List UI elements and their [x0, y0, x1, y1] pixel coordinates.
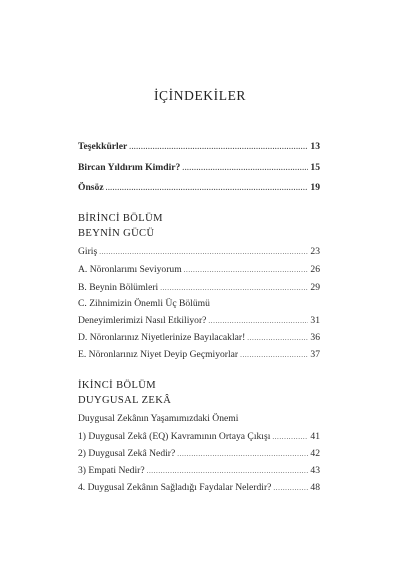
toc-entry-page: 31 — [310, 315, 320, 326]
dot-leader — [177, 448, 308, 460]
toc-entry-c-line1: C. Zihnimizin Önemli Üç Bölümü — [78, 298, 210, 309]
toc-entry-page: 19 — [310, 182, 320, 193]
toc-entry-label: Önsöz — [78, 182, 104, 193]
part2-intro: Duygusal Zekânın Yaşamımızdaki Önemi — [78, 413, 239, 424]
toc-entry — [78, 465, 320, 477]
toc-entry — [78, 349, 320, 361]
dot-leader — [99, 246, 308, 258]
dot-leader — [184, 264, 309, 276]
toc-entry — [78, 448, 320, 460]
toc-entry-label: 1) Duygusal Zekâ (EQ) Kavramının Ortaya Çıkışı — [78, 431, 271, 442]
toc-entry-page: 29 — [310, 282, 320, 293]
toc-entry-about-author — [78, 162, 320, 174]
toc-entry — [78, 431, 320, 443]
toc-entry-page: 26 — [310, 264, 320, 275]
toc-entry-label: Giriş — [78, 246, 98, 257]
toc-entry-label: Teşekkürler — [78, 141, 128, 152]
toc-entry — [78, 482, 320, 494]
toc-title: İÇİNDEKİLER — [153, 88, 247, 103]
toc-entry — [78, 282, 320, 294]
toc-entry-page: 23 — [310, 246, 320, 257]
toc-entry-page: 42 — [310, 448, 320, 459]
toc-entry-label: Bircan Yıldırım Kimdir? — [78, 162, 181, 173]
part2-title: DUYGUSAL ZEKÂ — [78, 395, 172, 406]
toc-entry-label: 4. Duygusal Zekânın Sağladığı Faydalar Nelerdir? — [78, 482, 272, 493]
toc-entry — [78, 332, 320, 344]
dot-leader — [147, 465, 309, 477]
toc-entry-page: 41 — [310, 431, 320, 442]
toc-entry-label: D. Nöronlarınız Niyetlerinize Bayılacaklar! — [78, 332, 246, 343]
toc-entry-page: 37 — [310, 349, 320, 360]
dot-leader — [272, 431, 308, 443]
dot-leader — [208, 315, 308, 327]
toc-entry-page: 15 — [310, 162, 320, 173]
toc-entry — [78, 246, 320, 258]
dot-leader — [129, 141, 308, 153]
dot-leader — [160, 282, 308, 294]
toc-entry-acknowledgements — [78, 141, 320, 153]
dot-leader — [182, 162, 308, 174]
toc-entry-label: 2) Duygusal Zekâ Nedir? — [78, 448, 176, 459]
dot-leader — [106, 182, 309, 194]
part2-label: İKİNCİ BÖLÜM — [78, 380, 157, 391]
toc-entry — [78, 264, 320, 276]
part1-label: BİRİNCİ BÖLÜM — [78, 213, 163, 224]
toc-entry — [78, 315, 320, 327]
toc-entry-label: A. Nöronlarımı Seviyorum — [78, 264, 182, 275]
dot-leader — [240, 349, 308, 361]
toc-entry-preface — [78, 182, 320, 194]
toc-entry-page: 48 — [310, 482, 320, 493]
toc-entry-label: B. Beynin Bölümleri — [78, 282, 159, 293]
toc-entry-page: 43 — [310, 465, 320, 476]
toc-entry-label: 3) Empati Nedir? — [78, 465, 145, 476]
toc-entry-page: 13 — [310, 141, 320, 152]
dot-leader — [273, 482, 308, 494]
dot-leader — [247, 332, 308, 344]
toc-entry-page: 36 — [310, 332, 320, 343]
part1-title: BEYNİN GÜCÜ — [78, 228, 155, 239]
toc-entry-label: Deneyimlerimizi Nasıl Etkiliyor? — [78, 315, 207, 326]
toc-entry-label: E. Nöronlarınız Niyet Deyip Geçmiyorlar — [78, 349, 239, 360]
